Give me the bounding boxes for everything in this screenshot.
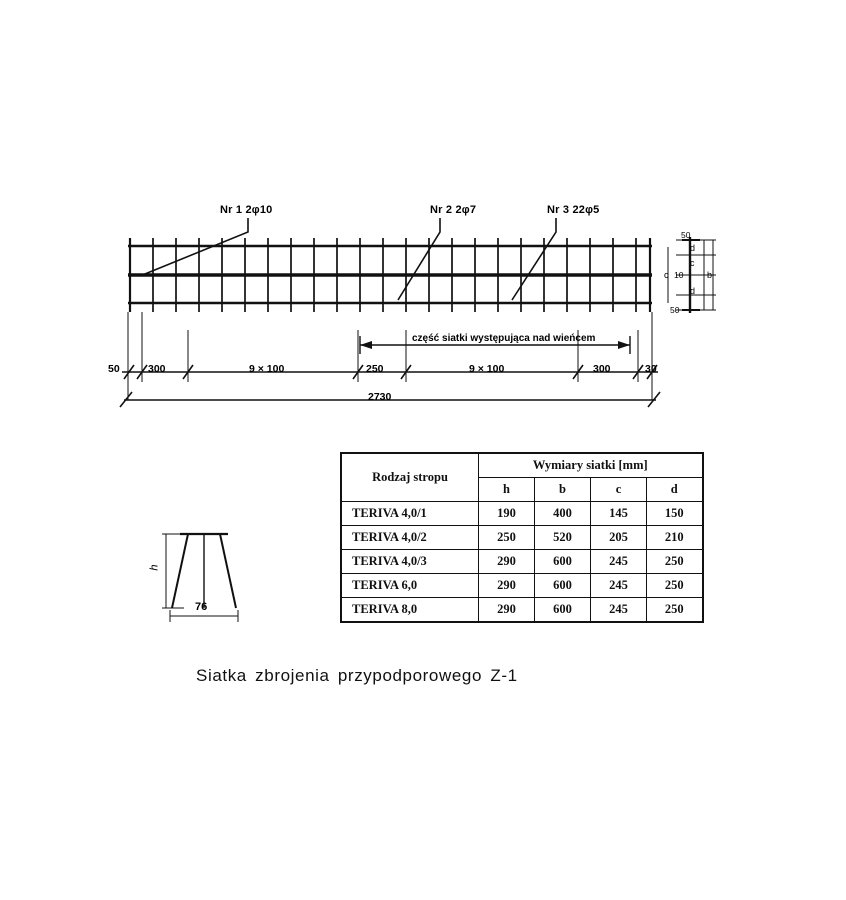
section-label-d-upper: d [690, 243, 696, 253]
beam-section-figure [150, 516, 310, 636]
cell-d: 250 [647, 550, 703, 574]
table-row [341, 550, 703, 574]
table-row [341, 598, 703, 623]
header-col-h: h [479, 478, 535, 502]
cell-c: 145 [591, 502, 647, 526]
dimension-300-left: 300 [148, 363, 166, 375]
header-col-d: d [647, 478, 703, 502]
mesh-note-text: część siatki występująca nad wieńcem [412, 333, 596, 344]
header-wymiary-siatki: Wymiary siatki [mm] [479, 453, 703, 478]
header-col-c: c [591, 478, 647, 502]
header-col-b: b [535, 478, 591, 502]
dimension-300-right: 300 [593, 363, 611, 375]
dimension-9x100-right: 9 × 100 [469, 363, 505, 375]
cell-h: 250 [479, 526, 535, 550]
cell-c: 245 [591, 550, 647, 574]
dimension-9x100-left: 9 × 100 [249, 363, 285, 375]
reinforcement-mesh-drawing [0, 0, 846, 430]
dimension-total: 2730 [368, 391, 392, 403]
section-label-50-top: 50 [681, 230, 691, 240]
cell-b: 520 [535, 526, 591, 550]
dimension-250: 250 [366, 363, 384, 375]
dimension-50-left: 50 [108, 363, 120, 375]
cell-h: 290 [479, 550, 535, 574]
header-rodzaj-stropu: Rodzaj stropu [341, 453, 479, 502]
bar-label-nr2: Nr 2 2φ7 [430, 204, 477, 216]
cell-c: 245 [591, 574, 647, 598]
cell-c: 245 [591, 598, 647, 623]
section-height-label: h [148, 564, 161, 571]
cell-c: 205 [591, 526, 647, 550]
leader-lines [0, 0, 846, 430]
section-label-c-right: c [690, 258, 695, 268]
section-width-label: 76 [195, 601, 208, 613]
row-name: TERIVA 4,0/2 [341, 526, 479, 550]
figure-caption: Siatka zbrojenia przypodporowego Z-1 [196, 666, 518, 685]
beam-section-svg [150, 516, 310, 636]
cell-h: 290 [479, 598, 535, 623]
cell-d: 250 [647, 574, 703, 598]
table-row [341, 526, 703, 550]
section-label-b: b [707, 270, 713, 280]
cell-b: 400 [535, 502, 591, 526]
mesh-dimensions-table [340, 452, 704, 623]
cell-b: 600 [535, 550, 591, 574]
row-name: TERIVA 4,0/1 [341, 502, 479, 526]
table-header-row-1 [341, 453, 703, 478]
cell-b: 600 [535, 574, 591, 598]
cell-h: 190 [479, 502, 535, 526]
row-name: TERIVA 6,0 [341, 574, 479, 598]
section-label-d-lower: d [690, 286, 696, 296]
bar-label-nr1: Nr 1 2φ10 [220, 204, 273, 216]
dimension-30-right: 30 [645, 363, 657, 375]
cell-d: 250 [647, 598, 703, 623]
cell-d: 150 [647, 502, 703, 526]
cell-h: 290 [479, 574, 535, 598]
section-label-50-bottom: 50 [670, 305, 680, 315]
cell-d: 210 [647, 526, 703, 550]
section-label-10: 10 [674, 270, 684, 280]
cell-b: 600 [535, 598, 591, 623]
section-label-c-left: c [664, 270, 669, 280]
table-row [341, 574, 703, 598]
row-name: TERIVA 8,0 [341, 598, 479, 623]
bar-label-nr3: Nr 3 22φ5 [547, 204, 600, 216]
row-name: TERIVA 4,0/3 [341, 550, 479, 574]
table-row [341, 502, 703, 526]
